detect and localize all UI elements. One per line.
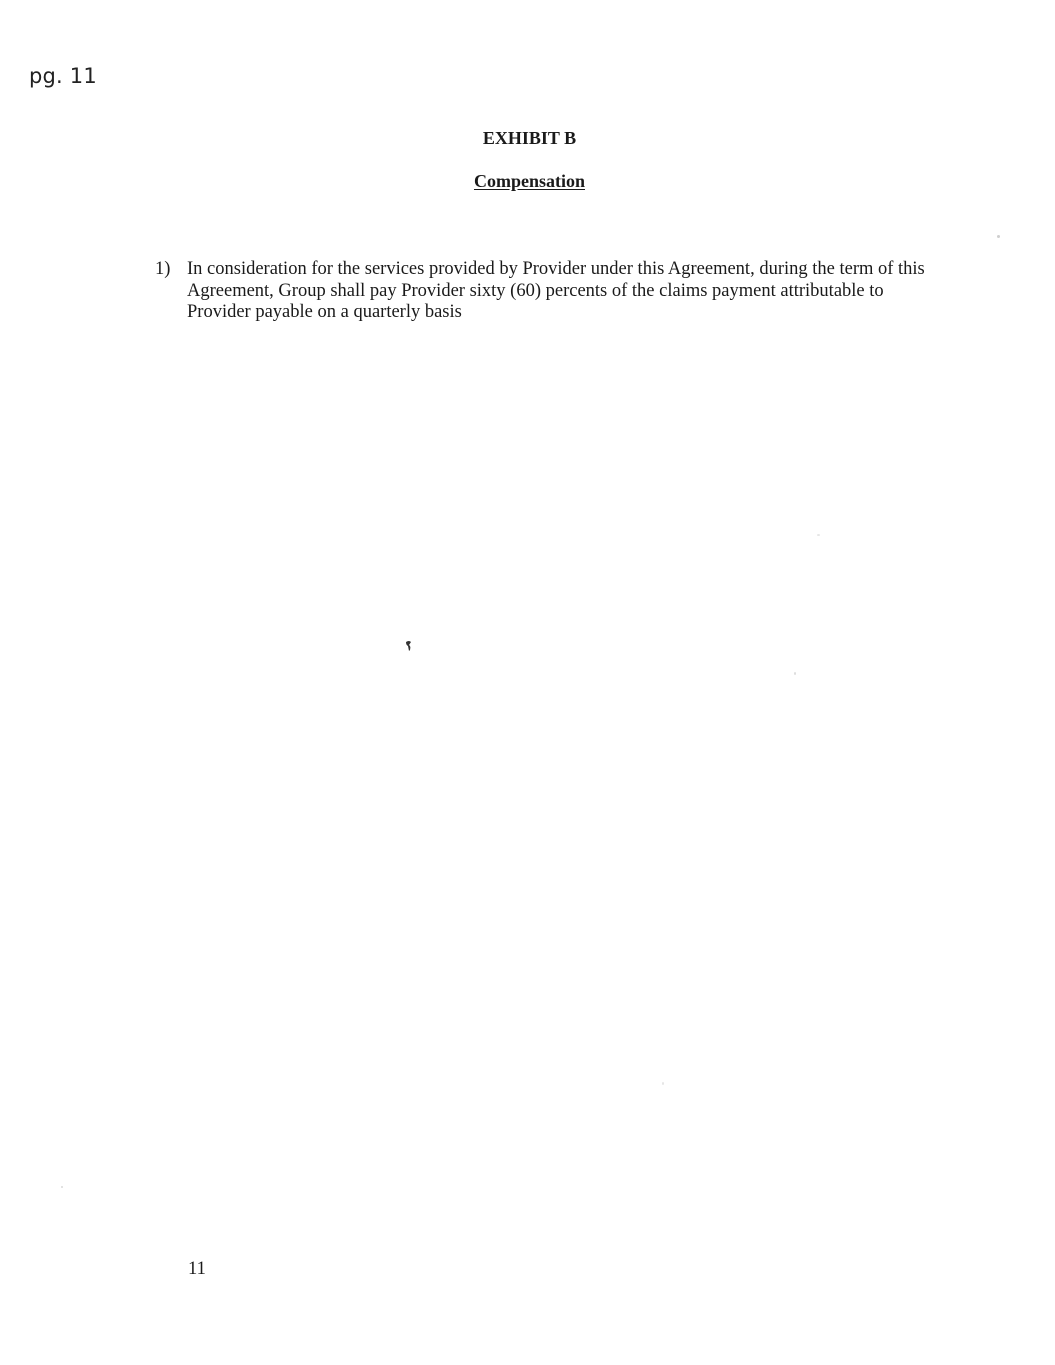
footer-page-number: 11 bbox=[188, 1259, 206, 1279]
document-subtitle: Compensation bbox=[473, 171, 585, 191]
scan-speck bbox=[794, 672, 796, 675]
page-label: pg. 11 bbox=[29, 64, 97, 88]
scan-speck bbox=[817, 534, 820, 536]
clause-number: 1) bbox=[155, 259, 171, 279]
scan-speck bbox=[61, 1186, 63, 1188]
document-title: EXHIBIT B bbox=[482, 128, 577, 148]
scan-speck bbox=[997, 235, 1000, 238]
scan-mark-icon bbox=[404, 640, 414, 652]
scan-speck bbox=[662, 1082, 664, 1085]
clause-item bbox=[155, 259, 925, 324]
clause-text: In consideration for the services provided by Provider under this Agreement, during the term of this Agreement, Group shall pay Provider sixty (60) percents of the claims payment attributable to Provider payable on a quarterly basis bbox=[187, 259, 925, 322]
